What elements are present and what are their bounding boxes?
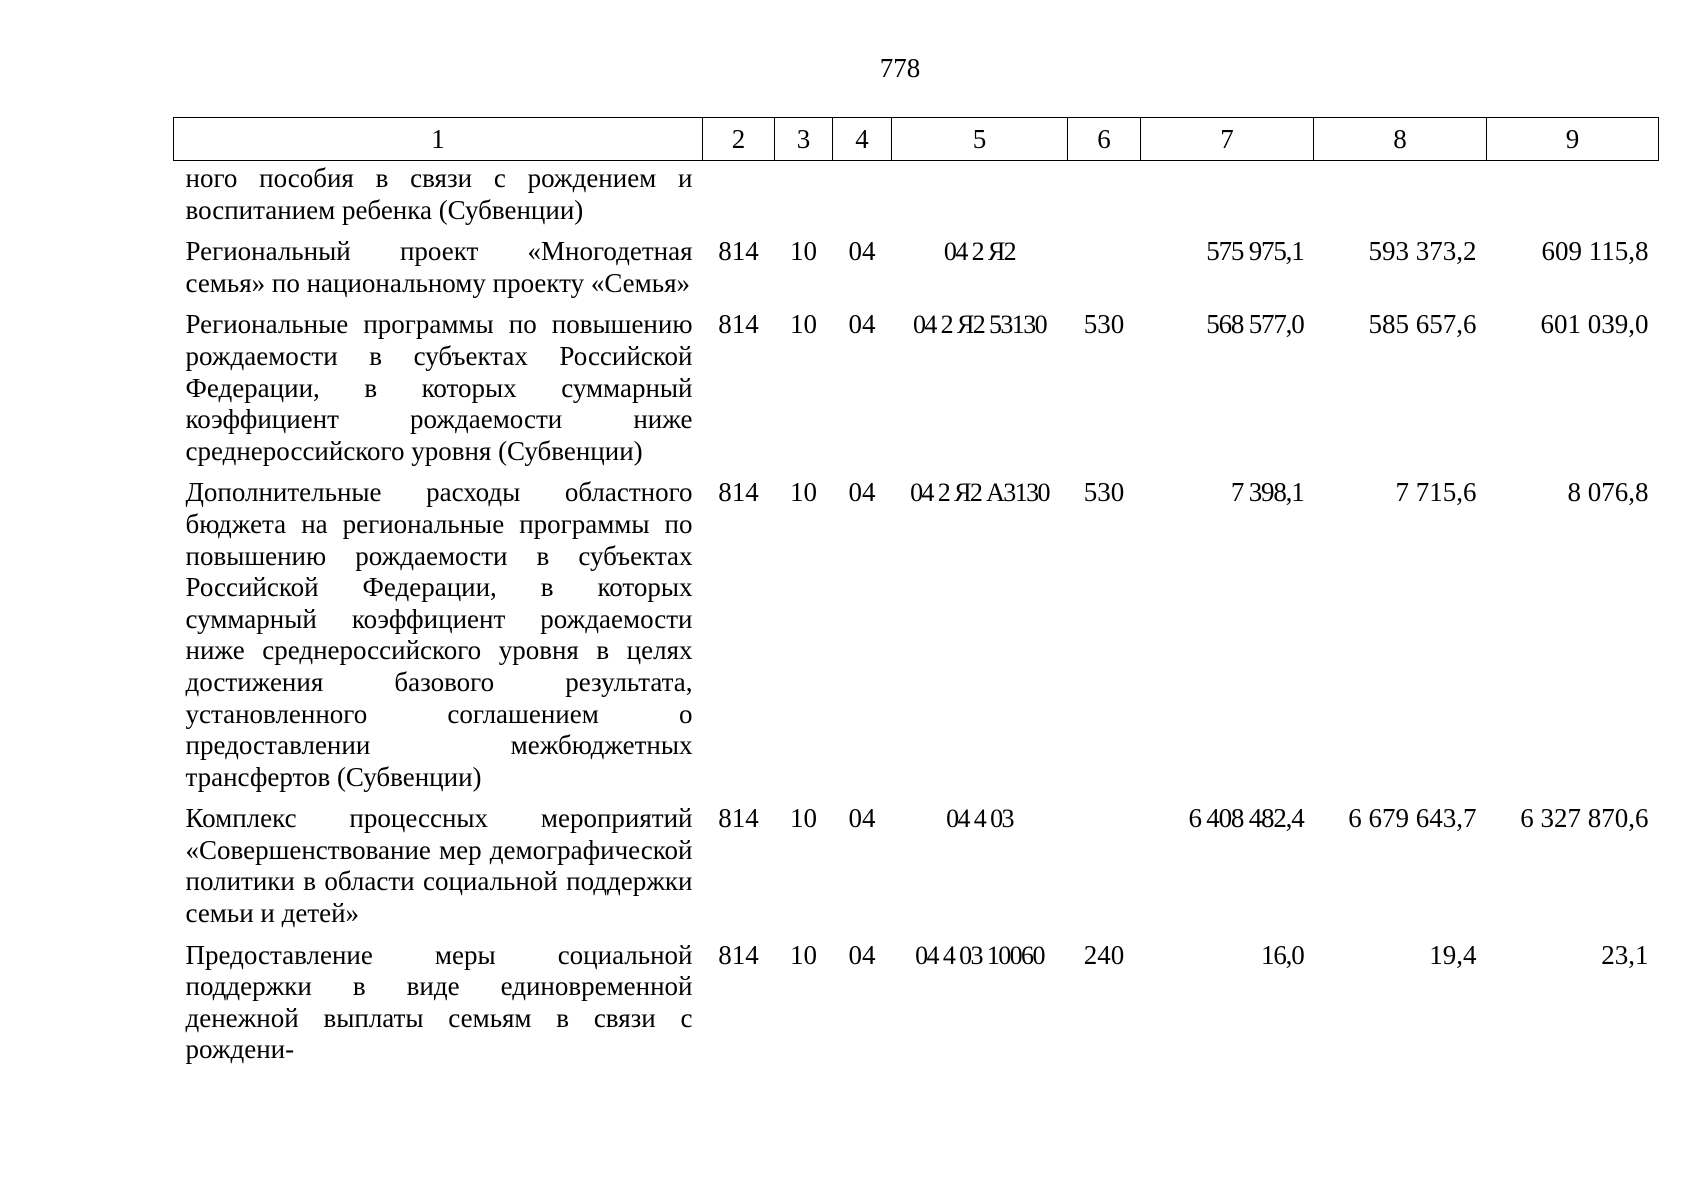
column-header: 8 (1314, 118, 1487, 161)
row-section-code: 10 (790, 236, 817, 267)
row-amount-col9: 6 327 870,6 (1520, 803, 1649, 834)
table-header (174, 118, 1659, 161)
row-subsection-code: 04 (848, 939, 876, 970)
row-amount-col8: 6 679 643,7 (1348, 803, 1477, 834)
row-amount-col8: 19,4 (1429, 939, 1477, 970)
row-section-code (775, 161, 833, 237)
row-amount-col7: 7 398,1 (1230, 477, 1304, 508)
row-amount-col9: 601 039,0 (1540, 309, 1649, 340)
row-ministry-code: 814 (718, 236, 759, 267)
column-header: 4 (833, 118, 892, 161)
row-expense-type (1068, 161, 1141, 237)
row-section-code: 10 (790, 939, 817, 970)
column-header: 7 (1141, 118, 1314, 161)
row-amount-col9: 609 115,8 (1541, 236, 1649, 267)
row-description: Дополнительные расходы областного бюджета на региональные программы по повышению рождаемости в субъектах Российской Федерации, в которых суммарный коэффициент рождаемости ниже среднероссийского уровня в целях достижения базового результата, установленного соглашением о предоставлении межбюджетных трансфертов (Субвенции) (185, 477, 693, 792)
row-target-article: 04 2 Я2 А3130 (910, 478, 1049, 508)
row-description: Региональный проект «Многодетная семья» по национальному проекту «Семья» (185, 236, 693, 298)
row-expense-type: 530 (1083, 309, 1125, 340)
row-description: Комплекс процессных мероприятий «Совершенствование мер демографической политики в области социальной поддержки семьи и детей» (185, 803, 693, 929)
row-subsection-code: 04 (848, 236, 876, 267)
row-amount-col8 (1314, 161, 1487, 237)
row-expense-type (1068, 803, 1141, 939)
row-amount-col8: 585 657,6 (1368, 309, 1477, 340)
row-subsection-code: 04 (848, 309, 876, 340)
table-row (174, 803, 1659, 939)
row-amount-col7: 575 975,1 (1206, 236, 1304, 267)
row-target-article (892, 161, 1068, 237)
column-header: 3 (775, 118, 833, 161)
row-section-code: 10 (790, 803, 817, 834)
column-header: 1 (174, 118, 703, 161)
row-ministry-code: 814 (718, 939, 759, 970)
row-subsection-code: 04 (848, 803, 876, 834)
row-amount-col7 (1141, 161, 1314, 237)
row-description: ного пособия в связи с рождением и воспитанием ребенка (Субвенции) (185, 163, 693, 225)
column-header: 6 (1068, 118, 1141, 161)
row-expense-type (1068, 236, 1141, 309)
row-target-article: 04 4 03 10060 (915, 940, 1044, 970)
row-amount-col9 (1487, 161, 1659, 237)
table-row (174, 236, 1659, 309)
row-amount-col9: 23,1 (1601, 939, 1649, 970)
row-section-code: 10 (790, 309, 817, 340)
table-row (174, 161, 1659, 237)
row-target-article: 04 2 Я2 (943, 237, 1016, 267)
row-subsection-code (833, 161, 892, 237)
row-ministry-code: 814 (718, 309, 759, 340)
row-description: Региональные программы по повышению рождаемости в субъектах Российской Федерации, в которых суммарный коэффициент рождаемости ниже среднероссийского уровня (Субвенции) (185, 309, 693, 466)
row-amount-col7: 6 408 482,4 (1188, 803, 1304, 834)
row-section-code: 10 (790, 477, 817, 508)
row-amount-col8: 593 373,2 (1368, 236, 1477, 267)
row-expense-type: 240 (1083, 939, 1125, 970)
page-number: 778 (879, 53, 921, 83)
table-row (174, 309, 1659, 477)
budget-table (173, 117, 1659, 1076)
row-expense-type: 530 (1083, 477, 1125, 508)
column-header: 5 (892, 118, 1068, 161)
row-amount-col9: 8 076,8 (1567, 477, 1649, 508)
header-row (174, 118, 1659, 161)
table-body (174, 161, 1659, 1077)
column-header: 9 (1487, 118, 1659, 161)
column-header: 2 (703, 118, 775, 161)
row-ministry-code (703, 161, 775, 237)
row-description: Предоставление меры социальной поддержки в виде единовременной денежной выплаты семьям в связи с рождени- (185, 939, 693, 1065)
row-amount-col7: 568 577,0 (1206, 309, 1304, 340)
table-row (174, 477, 1659, 803)
table-row (174, 940, 1659, 1076)
row-ministry-code: 814 (718, 477, 759, 508)
row-subsection-code: 04 (848, 477, 876, 508)
row-amount-col8: 7 715,6 (1395, 477, 1477, 508)
row-target-article: 04 2 Я2 53130 (912, 310, 1047, 340)
row-target-article: 04 4 03 (946, 804, 1013, 834)
row-amount-col7: 16,0 (1261, 939, 1304, 970)
row-ministry-code: 814 (718, 803, 759, 834)
